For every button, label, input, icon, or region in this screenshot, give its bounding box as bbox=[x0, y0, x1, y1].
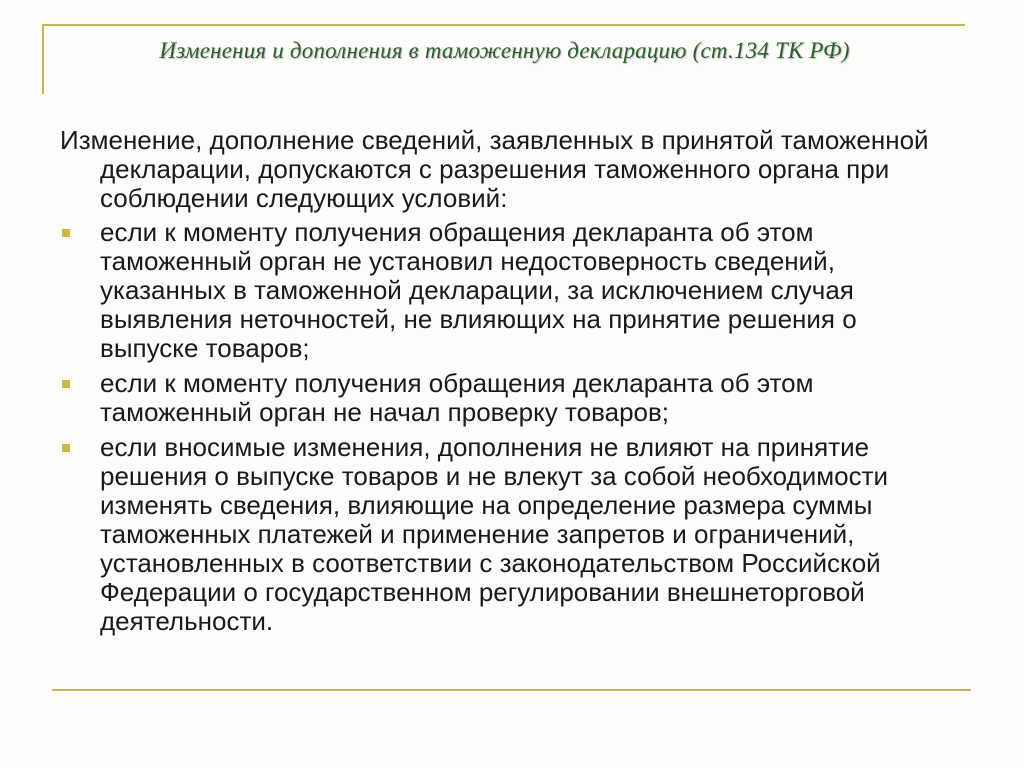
condition-text: если к моменту получения обращения декларанта об этом таможенный орган не установил недостоверность сведений, указанных в таможенной декларации, за исключением случая выявления неточностей, не влияющих на принятие решения о выпуске товаров; bbox=[100, 217, 857, 363]
list-item bbox=[60, 218, 960, 363]
slide-content bbox=[60, 126, 960, 642]
condition-text: если к моменту получения обращения декларанта об этом таможенный орган не начал проверку товаров; bbox=[100, 368, 814, 427]
square-bullet-icon bbox=[62, 229, 70, 237]
list-item bbox=[60, 433, 960, 636]
intro-paragraph: Изменение, дополнение сведений, заявленных в принятой таможенной декларации, допускаются с разрешения таможенного органа при соблюдении следующих условий: bbox=[60, 125, 929, 213]
condition-text: если вносимые изменения, дополнения не влияют на принятие решения о выпуске товаров и не влекут за собой необходимости изменять сведения, влияющие на определение размера суммы таможенных платежей и применение запретов и ограничений, установленных в соответствии с законодательством Российской Федерации о государственном регулировании внешнеторговой деятельности. bbox=[100, 432, 889, 636]
title-frame-top-line bbox=[42, 24, 965, 26]
conditions-list bbox=[60, 218, 960, 636]
square-bullet-icon bbox=[62, 380, 70, 388]
bottom-divider-line bbox=[52, 689, 971, 691]
list-item bbox=[60, 369, 960, 427]
slide-title: Изменения и дополнения в таможенную декларацию (ст.134 ТК РФ) bbox=[159, 38, 850, 63]
square-bullet-icon bbox=[62, 444, 70, 452]
